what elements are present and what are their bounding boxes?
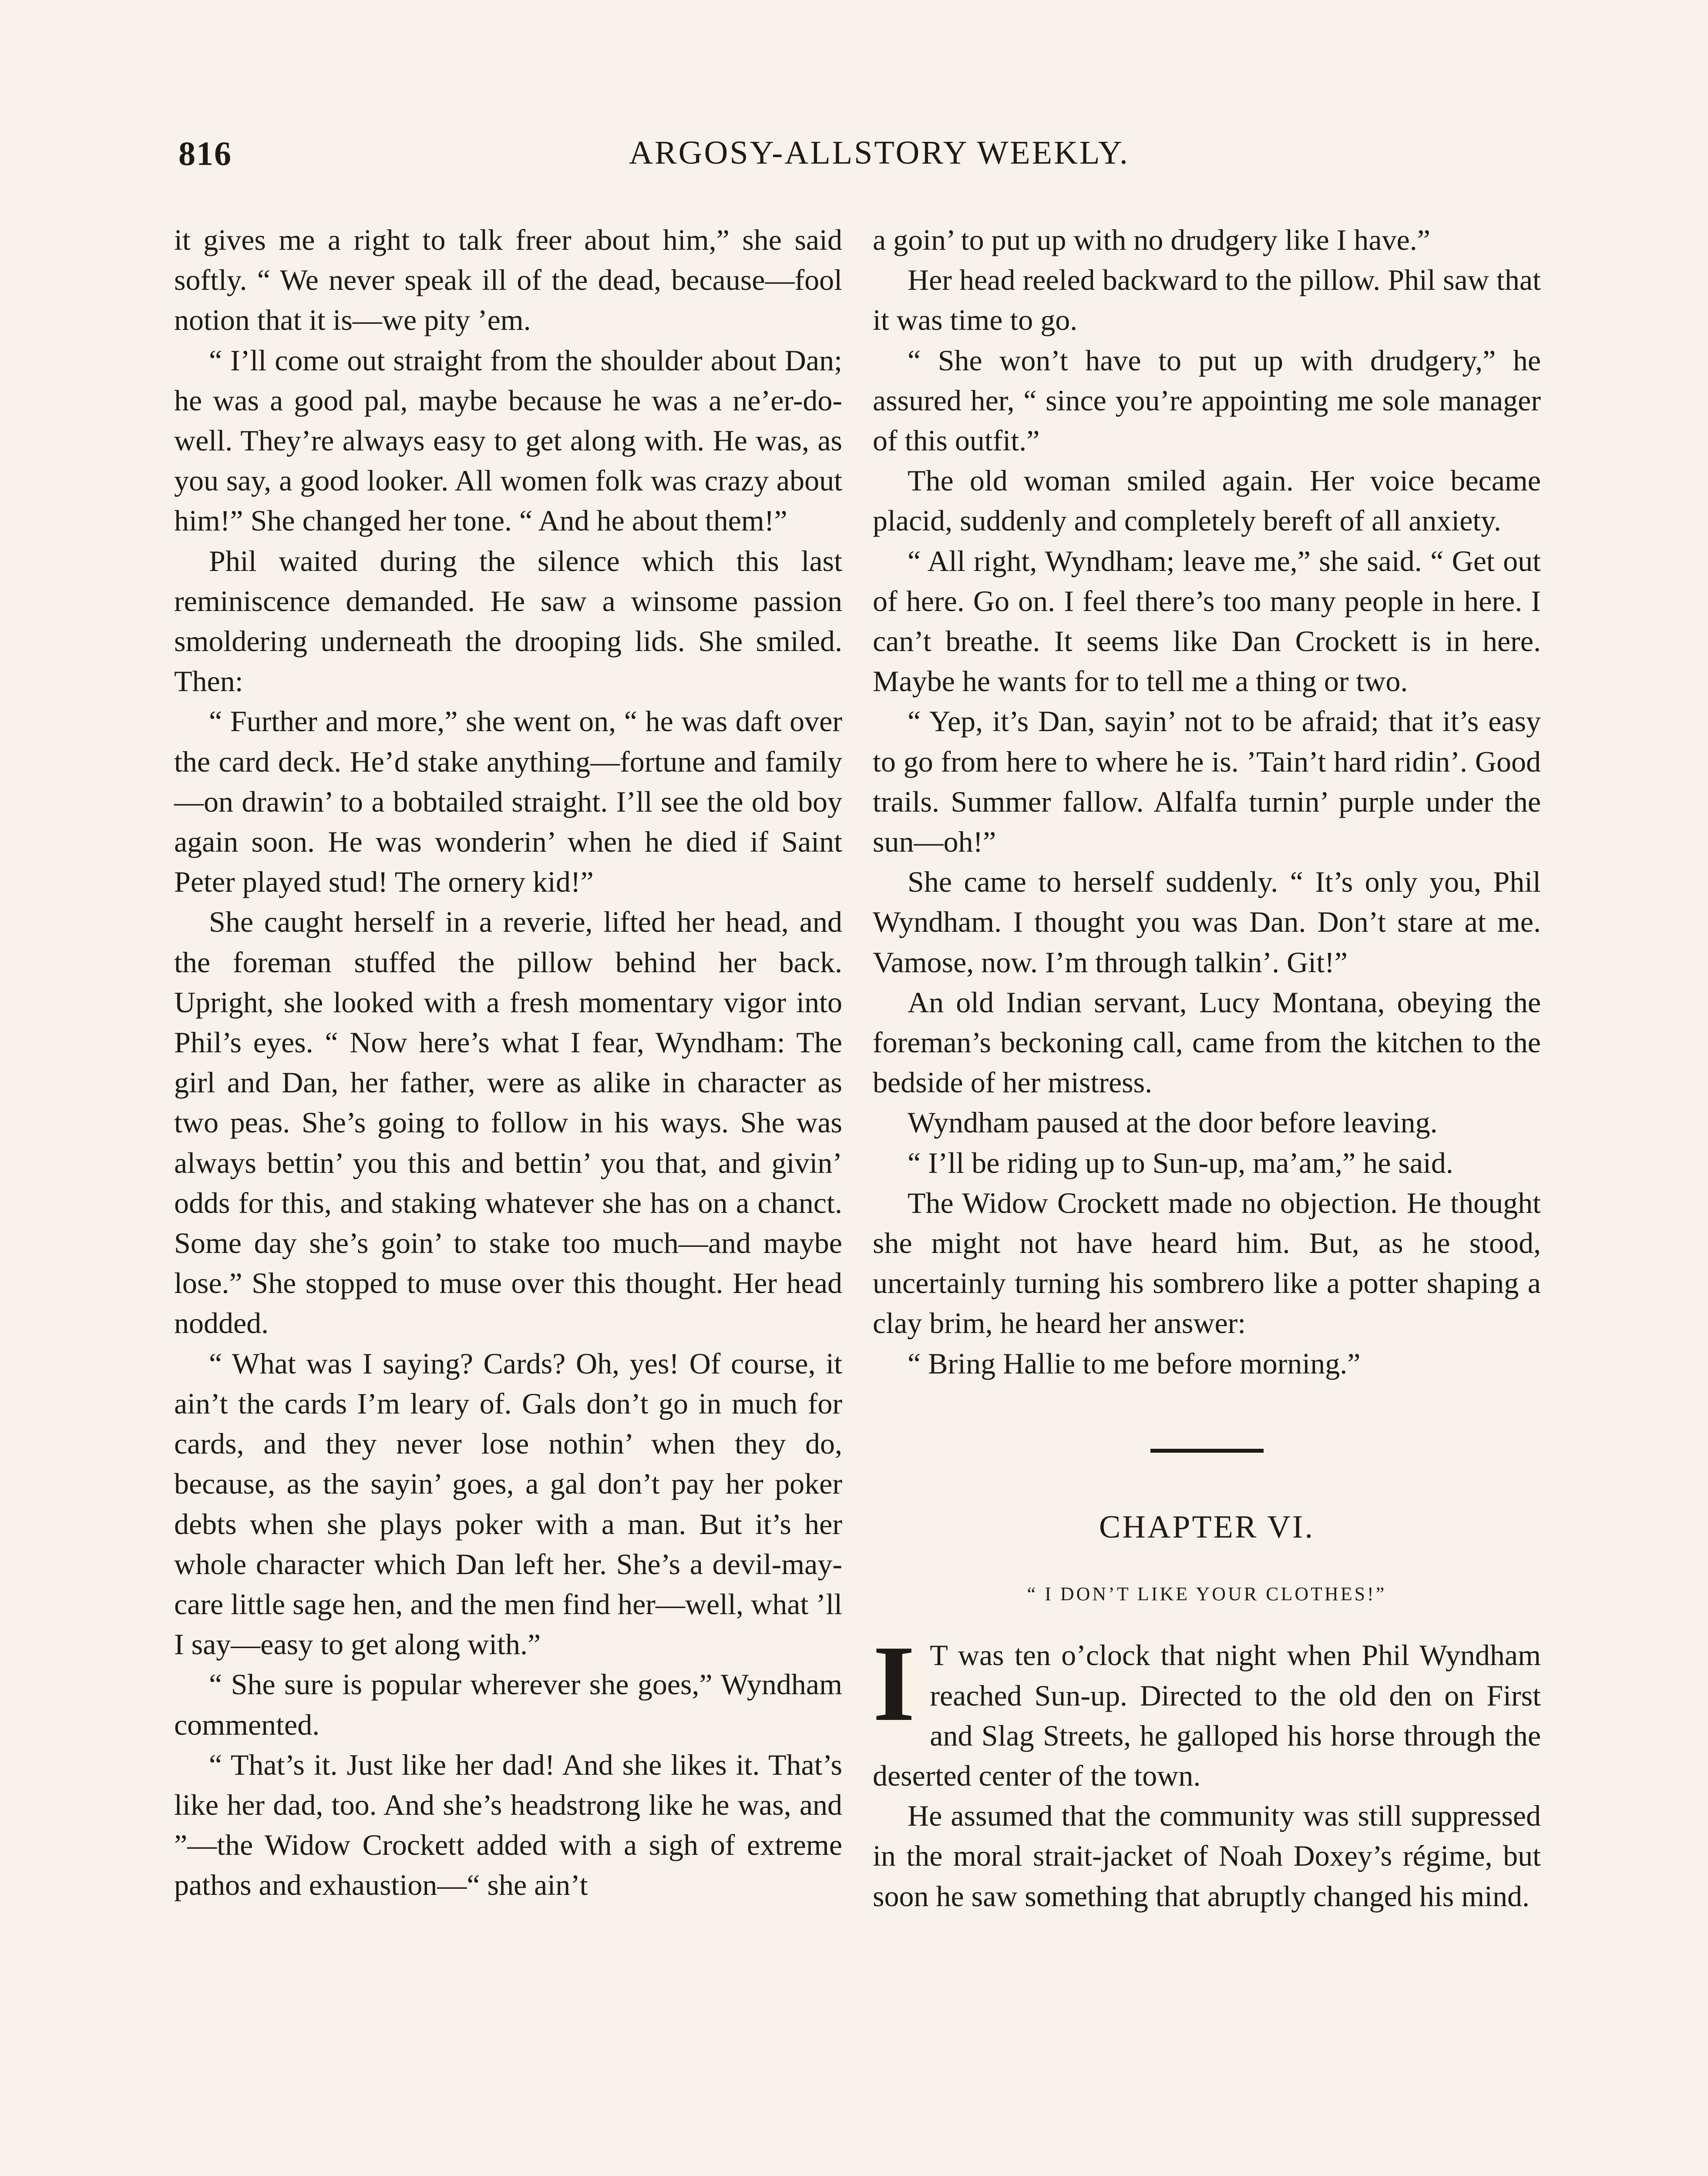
paragraph: “ I’ll be riding up to Sun-up, ma’am,” he said. xyxy=(908,1146,1453,1179)
paragraph: Her head reeled backward to the pillow. Phil saw that it was time to go. xyxy=(873,263,1541,337)
left-column xyxy=(174,220,842,1905)
paragraph: She caught herself in a reverie, lifted her head, and the foreman stuffed the pillow behind her back. Upright, she looked with a fresh momentary vigor into Phil’s eyes. “ Now here’s what I fear, Wyndham: The girl and Dan, her father, were as alike in character as two peas. She’s going to follow in his ways. She was always bettin’ you this and bettin’ you that, and givin’ odds for this, and staking whatever she has on a chanct. Some day she’s goin’ to stake too much—and maybe lose.” She stopped to muse over this thought. Her head nodded. xyxy=(174,905,842,1340)
paragraph: She came to herself suddenly. “ It’s only you, Phil Wyndham. I thought you was Dan. Don’t stare at me. Vamose, now. I’m through talkin’. Git!” xyxy=(873,865,1541,979)
paragraph: it gives me a right to talk freer about him,” she said softly. “ We never speak ill of the dead, because—fool notion that it is—we pity ’em. xyxy=(174,223,842,337)
chapter-opening-paragraph xyxy=(873,1623,1541,1796)
chapter-subtitle: “ I DON’T LIKE YOUR CLOTHES!” xyxy=(1027,1583,1387,1605)
chapter-divider xyxy=(1150,1449,1264,1453)
running-head: ARGOSY-ALLSTORY WEEKLY. xyxy=(629,134,1130,171)
paragraph: The old woman smiled again. Her voice became placid, suddenly and completely bereft of all anxiety. xyxy=(873,464,1541,537)
paragraph: “ Bring Hallie to me before morning.” xyxy=(908,1347,1361,1380)
paragraph: Wyndham paused at the door before leaving. xyxy=(908,1106,1438,1139)
opening-text: T was ten o’clock that night when Phil Wyndham reached Sun-up. Directed to the old den on First and Slag Streets, he galloped his horse through the deserted center of the town. xyxy=(873,1639,1541,1792)
paragraph: The Widow Crockett made no objection. He thought she might not have heard him. But, as he stood, uncertainly turning his sombrero like a potter shaping a clay brim, he heard her answer: xyxy=(873,1186,1541,1340)
paragraph: “ That’s it. Just like her dad! And she likes it. That’s like her dad, too. And she’s headstrong like he was, and ”—the Widow Crockett added with a sigh of extreme pathos and exhaustion—“ she ain’t xyxy=(174,1748,842,1902)
paragraph: “ She sure is popular wherever she goes,” Wyndham commented. xyxy=(174,1668,842,1741)
chapter-title: CHAPTER VI. xyxy=(1099,1509,1315,1545)
paragraph: Phil waited during the silence which this last reminiscence demanded. He saw a winsome passion smoldering underneath the drooping lids. She smiled. Then: xyxy=(174,544,842,698)
paragraph: An old Indian servant, Lucy Montana, obeying the foreman’s beckoning call, came from the kitchen to the bedside of her mistress. xyxy=(873,985,1541,1099)
paragraph: “ Further and more,” she went on, “ he was daft over the card deck. He’d stake anything—fortune and family—on drawin’ to a bobtailed straight. I’ll see the old boy again soon. He was wonderin’ when he died if Saint Peter played stud! The ornery kid!” xyxy=(174,705,842,899)
page-number: 816 xyxy=(178,134,232,172)
drop-cap: I xyxy=(873,1623,915,1744)
paragraph: He assumed that the community was still suppressed in the moral strait-jacket of Noah Doxey’s régime, but soon he saw something that abruptly changed his mind. xyxy=(873,1799,1541,1913)
paragraph: “ Yep, it’s Dan, sayin’ not to be afraid; that it’s easy to go from here to where he is. ’Tain’t hard ridin’. Good trails. Summer fallow. Alfalfa turnin’ purple under the sun—oh!” xyxy=(873,705,1541,859)
paragraph: a goin’ to put up with no drudgery like I have.” xyxy=(873,223,1430,256)
right-column xyxy=(873,220,1541,1916)
paragraph: “ What was I saying? Cards? Oh, yes! Of course, it ain’t the cards I’m leary of. Gals don’t go in much for cards, and they never lose nothin’ when they do, because, as the sayin’ goes, a gal don’t pay her poker debts when she plays poker with a man. But it’s her whole character which Dan left her. She’s a devil-may-care little sage hen, and the men find her—well, what ’ll I say—easy to get along with.” xyxy=(174,1347,842,1661)
paragraph: “ I’ll come out straight from the shoulder about Dan; he was a good pal, maybe because he was a ne’er-do-well. They’re always easy to get along with. He was, as you say, a good looker. All women folk was crazy about him!” She changed her tone. “ And he about them!” xyxy=(174,343,842,537)
paragraph: “ She won’t have to put up with drudgery,” he assured her, “ since you’re appointing me sole manager of this outfit.” xyxy=(873,343,1541,457)
paragraph: “ All right, Wyndham; leave me,” she said. “ Get out of here. Go on. I feel there’s too many people in here. I can’t breathe. It seems like Dan Crockett is in here. Maybe he wants for to tell me a thing or two. xyxy=(873,544,1541,698)
